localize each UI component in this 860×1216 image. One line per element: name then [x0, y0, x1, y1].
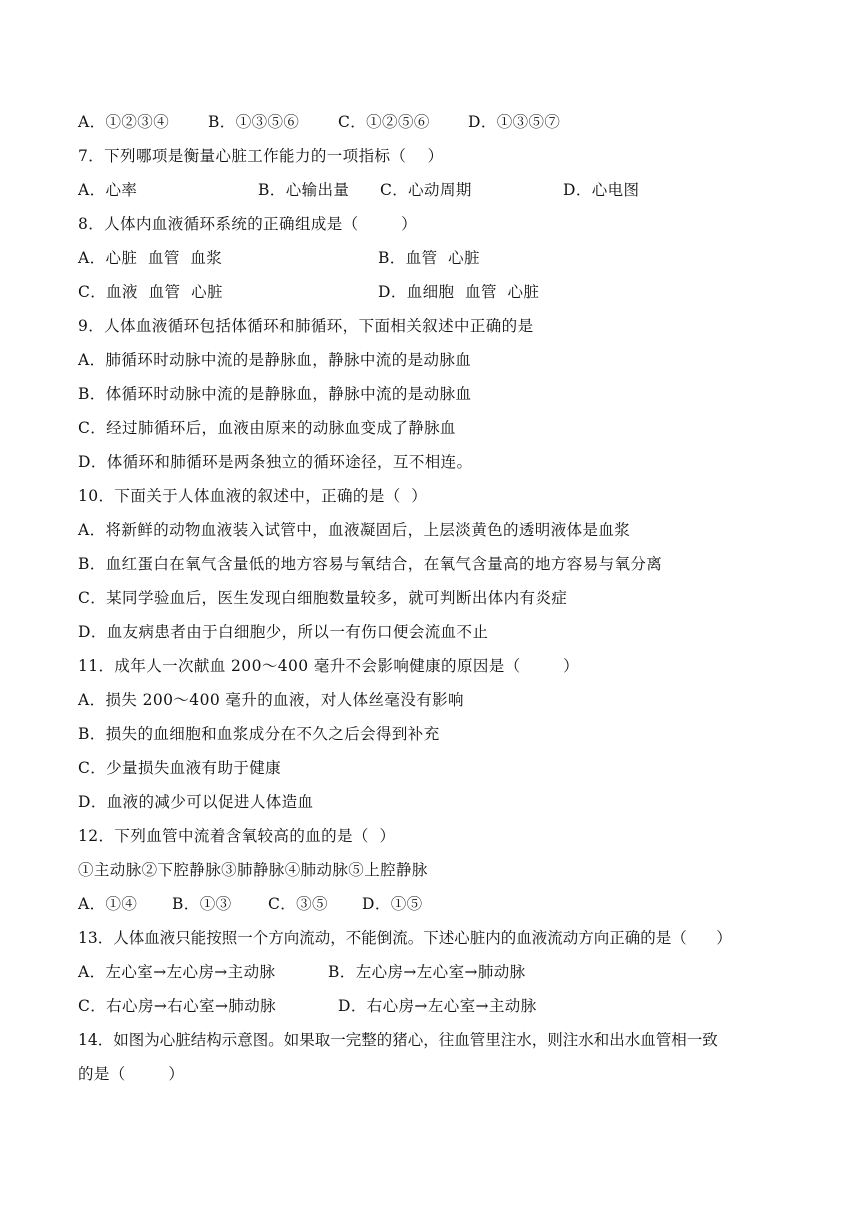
q9-option-c: C．经过肺循环后，血液由原来的动脉血变成了静脉血 [78, 419, 456, 437]
q12-stem: 12．下列血管中流着含氧较高的血的是（ ） [78, 827, 396, 845]
q7-option-c: C．心动周期 [380, 181, 472, 199]
q14-stem-line2: 的是（ ） [78, 1065, 185, 1083]
q6-option-d: D．①③⑤⑦ [468, 113, 561, 131]
q9-option-a: A．肺循环时动脉中流的是静脉血，静脉中流的是动脉血 [78, 351, 472, 369]
q10-option-b: B．血红蛋白在氧气含量低的地方容易与氧结合，在氧气含量高的地方容易与氧分离 [78, 555, 663, 573]
q7-option-a: A．心率 [78, 181, 138, 199]
q8-option-d: D．血细胞 血管 心脏 [378, 283, 540, 301]
q11-option-b: B．损失的血细胞和血浆成分在不久之后会得到补充 [78, 725, 440, 743]
q8-stem: 8．人体内血液循环系统的正确组成是（ ） [78, 215, 418, 233]
q7-option-b: B．心输出量 [258, 181, 350, 199]
q6-option-a: A．①②③④ [78, 113, 170, 131]
q10-option-a: A．将新鲜的动物血液装入试管中，血液凝固后，上层淡黄色的透明液体是血浆 [78, 521, 631, 539]
q10-stem: 10．下面关于人体血液的叙述中，正确的是（ ） [78, 487, 428, 505]
q10-option-d: D．血友病患者由于白细胞少，所以一有伤口便会流血不止 [78, 623, 489, 641]
q7-option-d: D．心电图 [563, 181, 640, 199]
q11-option-d: D．血液的减少可以促进人体造血 [78, 793, 314, 811]
q14-stem-line1: 14．如图为心脏结构示意图。如果取一完整的猪心，往血管里注水，则注水和出水血管相一致 [78, 1031, 718, 1049]
q13-stem: 13．人体血液只能按照一个方向流动，不能倒流。下述心脏内的血液流动方向正确的是（ ） [78, 929, 732, 947]
q12-vessel-list: ①主动脉②下腔静脉③肺静脉④肺动脉⑤上腔静脉 [78, 861, 428, 879]
q13-option-d: D．右心房→左心室→主动脉 [338, 997, 537, 1015]
q8-option-b: B．血管 心脏 [378, 249, 480, 267]
q11-option-c: C．少量损失血液有助于健康 [78, 759, 282, 777]
q8-option-a: A．心脏 血管 血浆 [78, 249, 223, 267]
q10-option-c: C．某同学验血后，医生发现白细胞数量较多，就可判断出体内有炎症 [78, 589, 568, 607]
q6-option-b: B．①③⑤⑥ [208, 113, 300, 131]
q9-stem: 9．人体血液循环包括体循环和肺循环，下面相关叙述中正确的是 [78, 317, 534, 335]
q13-option-c: C．右心房→右心室→肺动脉 [78, 997, 277, 1015]
q11-option-a: A．损失 200～400 毫升的血液，对人体丝毫没有影响 [78, 691, 464, 709]
q6-option-c: C．①②⑤⑥ [338, 113, 430, 131]
q8-option-c: C．血液 血管 心脏 [78, 283, 223, 301]
q9-option-d: D．体循环和肺循环是两条独立的循环途径，互不相连。 [78, 453, 473, 471]
q9-option-b: B．体循环时动脉中流的是静脉血，静脉中流的是动脉血 [78, 385, 472, 403]
q12-option-a: A．①④ [78, 895, 138, 913]
q13-option-a: A．左心室→左心房→主动脉 [78, 963, 276, 981]
q13-option-b: B．左心房→左心室→肺动脉 [328, 963, 526, 981]
q7-stem: 7．下列哪项是衡量心脏工作能力的一项指标（ ） [78, 147, 444, 165]
q12-option-b: B．①③ [172, 895, 232, 913]
q11-stem: 11．成年人一次献血 200～400 毫升不会影响健康的原因是（ ） [78, 657, 580, 675]
q12-option-c: C．③⑤ [268, 895, 328, 913]
q12-option-d: D．①⑤ [362, 895, 423, 913]
